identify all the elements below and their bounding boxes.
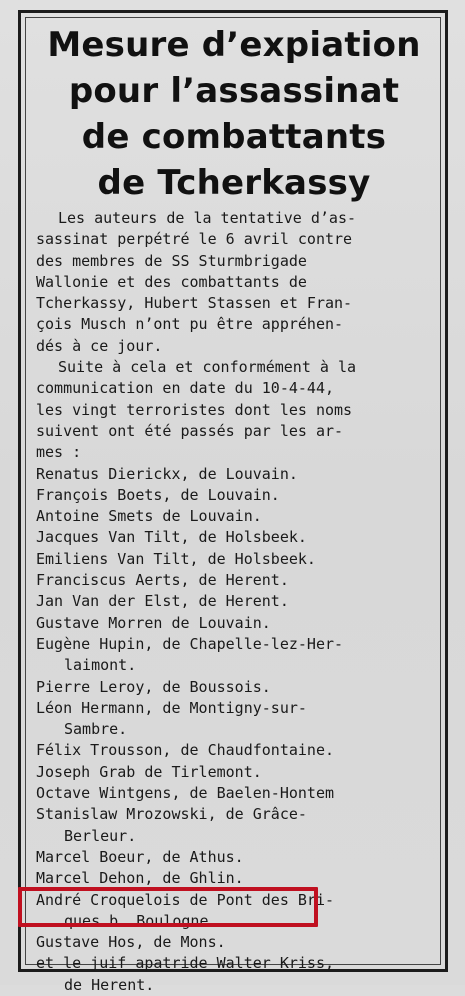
paragraph-line: les vingt terroristes dont les noms: [36, 400, 353, 419]
paragraph-line: çois Musch n’ont pu être appréhen-: [36, 315, 344, 334]
list-item: Gustave Hos, de Mons.: [36, 933, 226, 952]
headline-line: de combattants: [81, 117, 387, 157]
article-headline: [24, 22, 444, 206]
list-item: André Croquelois de Pont des Bri-: [36, 890, 335, 909]
paragraph-line: sassinat perpétré le 6 avril contre: [36, 230, 353, 249]
headline-line: pour l’assassinat: [68, 71, 400, 111]
intro-paragraph: [36, 208, 440, 357]
list-item: Renatus Dierickx, de Louvain.: [36, 464, 298, 483]
list-item: Octave Wintgens, de Baelen-Hontem: [36, 784, 335, 803]
paragraph-line: dés à ce jour.: [36, 336, 163, 355]
headline-line: Mesure d’expiation: [47, 25, 421, 65]
list-item: Antoine Smets de Louvain.: [36, 507, 262, 526]
list-item: Pierre Leroy, de Boussois.: [36, 677, 271, 696]
list-item: Franciscus Aerts, de Herent.: [36, 571, 289, 590]
list-item: Emiliens Van Tilt, de Holsbeek.: [36, 549, 316, 568]
list-item: Jacques Van Tilt, de Holsbeek.: [36, 528, 307, 547]
list-item: Léon Hermann, de Montigny-sur-: [36, 698, 307, 717]
list-item: Stanislaw Mrozowski, de Grâce-: [36, 805, 307, 824]
list-item: Eugène Hupin, de Chapelle-lez-Her-: [36, 634, 344, 653]
paragraph-line: Suite à cela et conformément à la: [58, 358, 357, 377]
paragraph-line: suivent ont été passés par les ar-: [36, 421, 344, 440]
paragraph-line: des membres de SS Sturmbrigade: [36, 251, 307, 270]
list-item: et le juif apatride Walter Kriss,: [36, 954, 335, 973]
list-item: Marcel Boeur, de Athus.: [36, 847, 244, 866]
list-item-continuation: Sambre.: [64, 720, 128, 739]
list-item: Joseph Grab de Tirlemont.: [36, 762, 262, 781]
list-item: François Boets, de Louvain.: [36, 485, 280, 504]
highlight-box: [18, 887, 318, 927]
list-item-continuation: Berleur.: [64, 826, 137, 845]
paragraph-line: mes :: [36, 443, 82, 462]
paragraph-line: Tcherkassy, Hubert Stassen et Fran-: [36, 294, 353, 313]
paragraph-line: Wallonie et des combattants de: [36, 272, 307, 291]
paragraph-line: communication en date du 10-4-44,: [36, 379, 335, 398]
list-item: Félix Trousson, de Chaudfontaine.: [36, 741, 335, 760]
list-item-continuation: laimont.: [64, 656, 137, 675]
list-item-continuation: ques b. Boulogne.: [64, 911, 218, 930]
announcement-paragraph: [36, 357, 440, 463]
paragraph-line: Les auteurs de la tentative d’as-: [58, 209, 357, 227]
list-item: Marcel Dehon, de Ghlin.: [36, 869, 244, 888]
article-body: [36, 208, 440, 996]
list-item: Gustave Morren de Louvain.: [36, 613, 271, 632]
list-item: Jan Van der Elst, de Herent.: [36, 592, 289, 611]
list-item-continuation: de Herent.: [64, 975, 155, 994]
headline-line: de Tcherkassy: [97, 163, 371, 203]
